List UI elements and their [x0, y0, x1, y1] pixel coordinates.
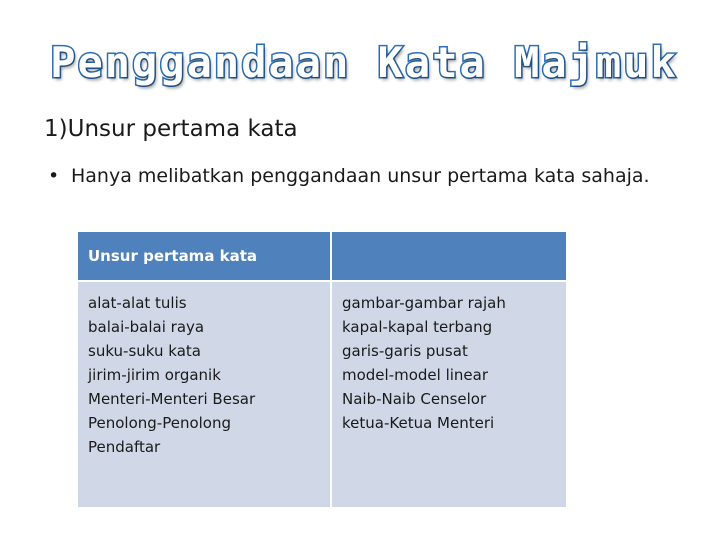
list-item: balai-balai raya	[88, 318, 205, 336]
table-header-right	[331, 232, 566, 281]
list-item: gambar-gambar rajah	[342, 294, 506, 312]
list-item: Penolong-Penolong Pendaftar	[88, 414, 232, 456]
table-cell-right	[331, 281, 566, 507]
list-item: alat-alat tulis	[88, 294, 187, 312]
list-item: jirim-jirim organik	[88, 366, 221, 384]
bullet-point	[48, 160, 688, 193]
list-item: ketua-Ketua Menteri	[342, 414, 495, 432]
bullet-icon: •	[48, 165, 60, 187]
table-row	[78, 281, 566, 507]
examples-table	[78, 232, 566, 507]
list-item: Menteri-Menteri Besar	[88, 390, 256, 408]
subheading: 1)Unsur pertama kata	[44, 116, 298, 142]
list-item: kapal-kapal terbang	[342, 318, 493, 336]
table-header-row	[78, 232, 566, 281]
list-item: garis-garis pusat	[342, 342, 468, 360]
slide-title: Penggandaan Kata Majmuk	[50, 38, 678, 87]
bullet-text: Hanya melibatkan penggandaan unsur pertama kata sahaja.	[71, 165, 650, 187]
list-item: Naib-Naib Censelor	[342, 390, 487, 408]
table-cell-left	[78, 281, 331, 507]
list-item: suku-suku kata	[88, 342, 201, 360]
list-item: model-model linear	[342, 366, 489, 384]
table-header-left: Unsur pertama kata	[78, 232, 331, 281]
